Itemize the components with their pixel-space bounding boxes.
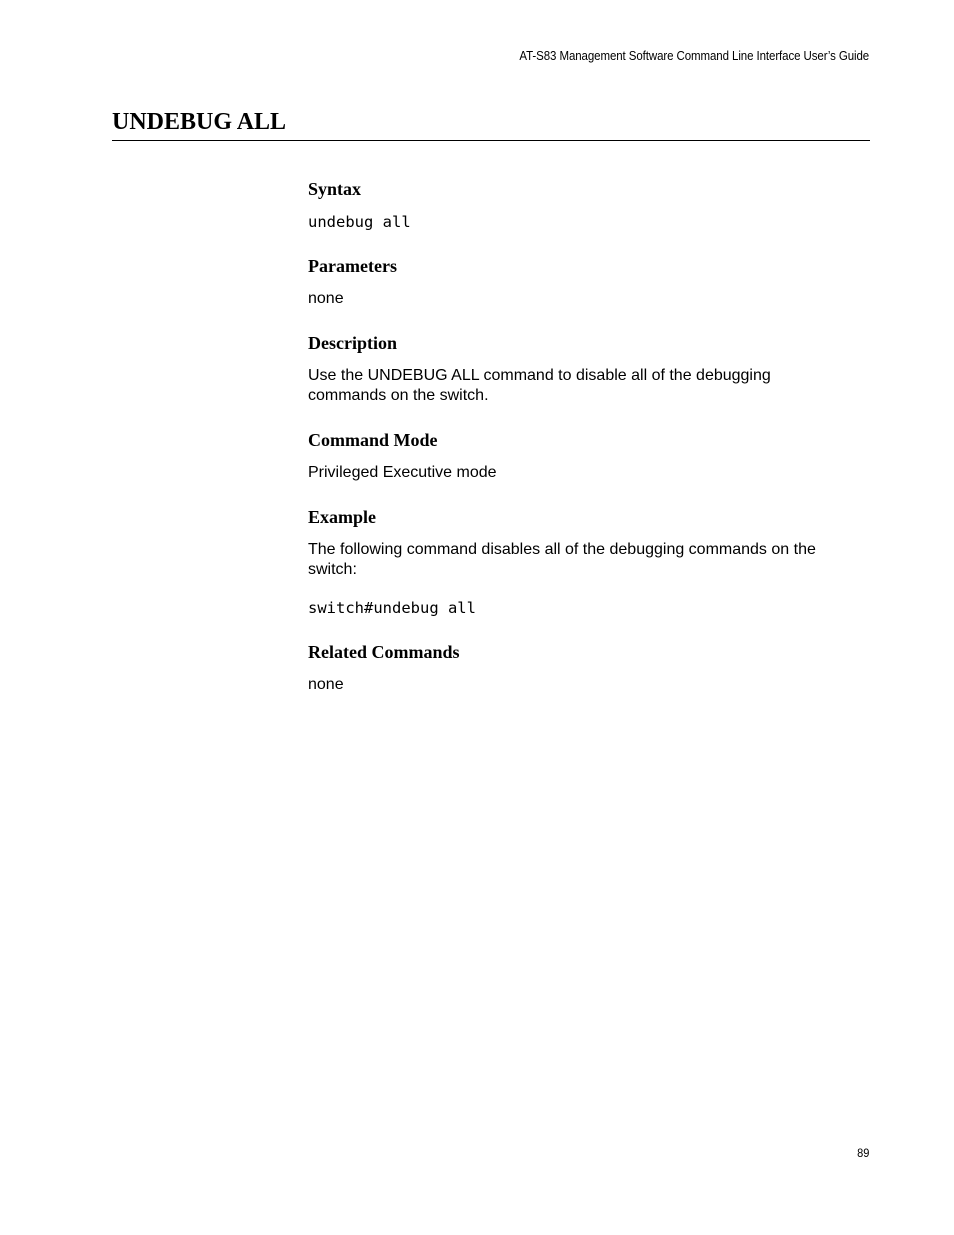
section-syntax	[308, 176, 868, 232]
example-line-2: switch:	[308, 561, 357, 578]
section-parameters	[308, 253, 868, 309]
section-command-mode	[308, 427, 868, 483]
command-mode-text: Privileged Executive mode	[308, 464, 497, 481]
description-line-1: Use the UNDEBUG ALL command to disable all of the debugging	[308, 367, 771, 384]
description-line-2: commands on the switch.	[308, 387, 489, 404]
page-number: 89	[856, 1146, 869, 1160]
syntax-heading: Syntax	[308, 179, 362, 199]
related-commands-heading: Related Commands	[308, 642, 460, 662]
example-heading: Example	[308, 507, 377, 527]
example-line-1: The following command disables all of the debugging commands on the	[308, 541, 816, 558]
page-title: UNDEBUG ALL	[112, 109, 287, 135]
section-related-commands	[308, 639, 868, 695]
title-rule	[112, 140, 870, 141]
parameters-heading: Parameters	[308, 256, 397, 276]
content-column	[308, 176, 868, 695]
section-description	[308, 330, 868, 406]
description-heading: Description	[308, 333, 397, 353]
parameters-text: none	[308, 290, 344, 307]
section-example	[308, 504, 868, 618]
example-code: switch#undebug all	[308, 599, 476, 617]
command-mode-heading: Command Mode	[308, 430, 438, 450]
related-commands-text: none	[308, 676, 344, 693]
running-header: AT-S83 Management Software Command Line Interface User’s Guide	[519, 49, 869, 63]
syntax-code: undebug all	[308, 213, 411, 231]
